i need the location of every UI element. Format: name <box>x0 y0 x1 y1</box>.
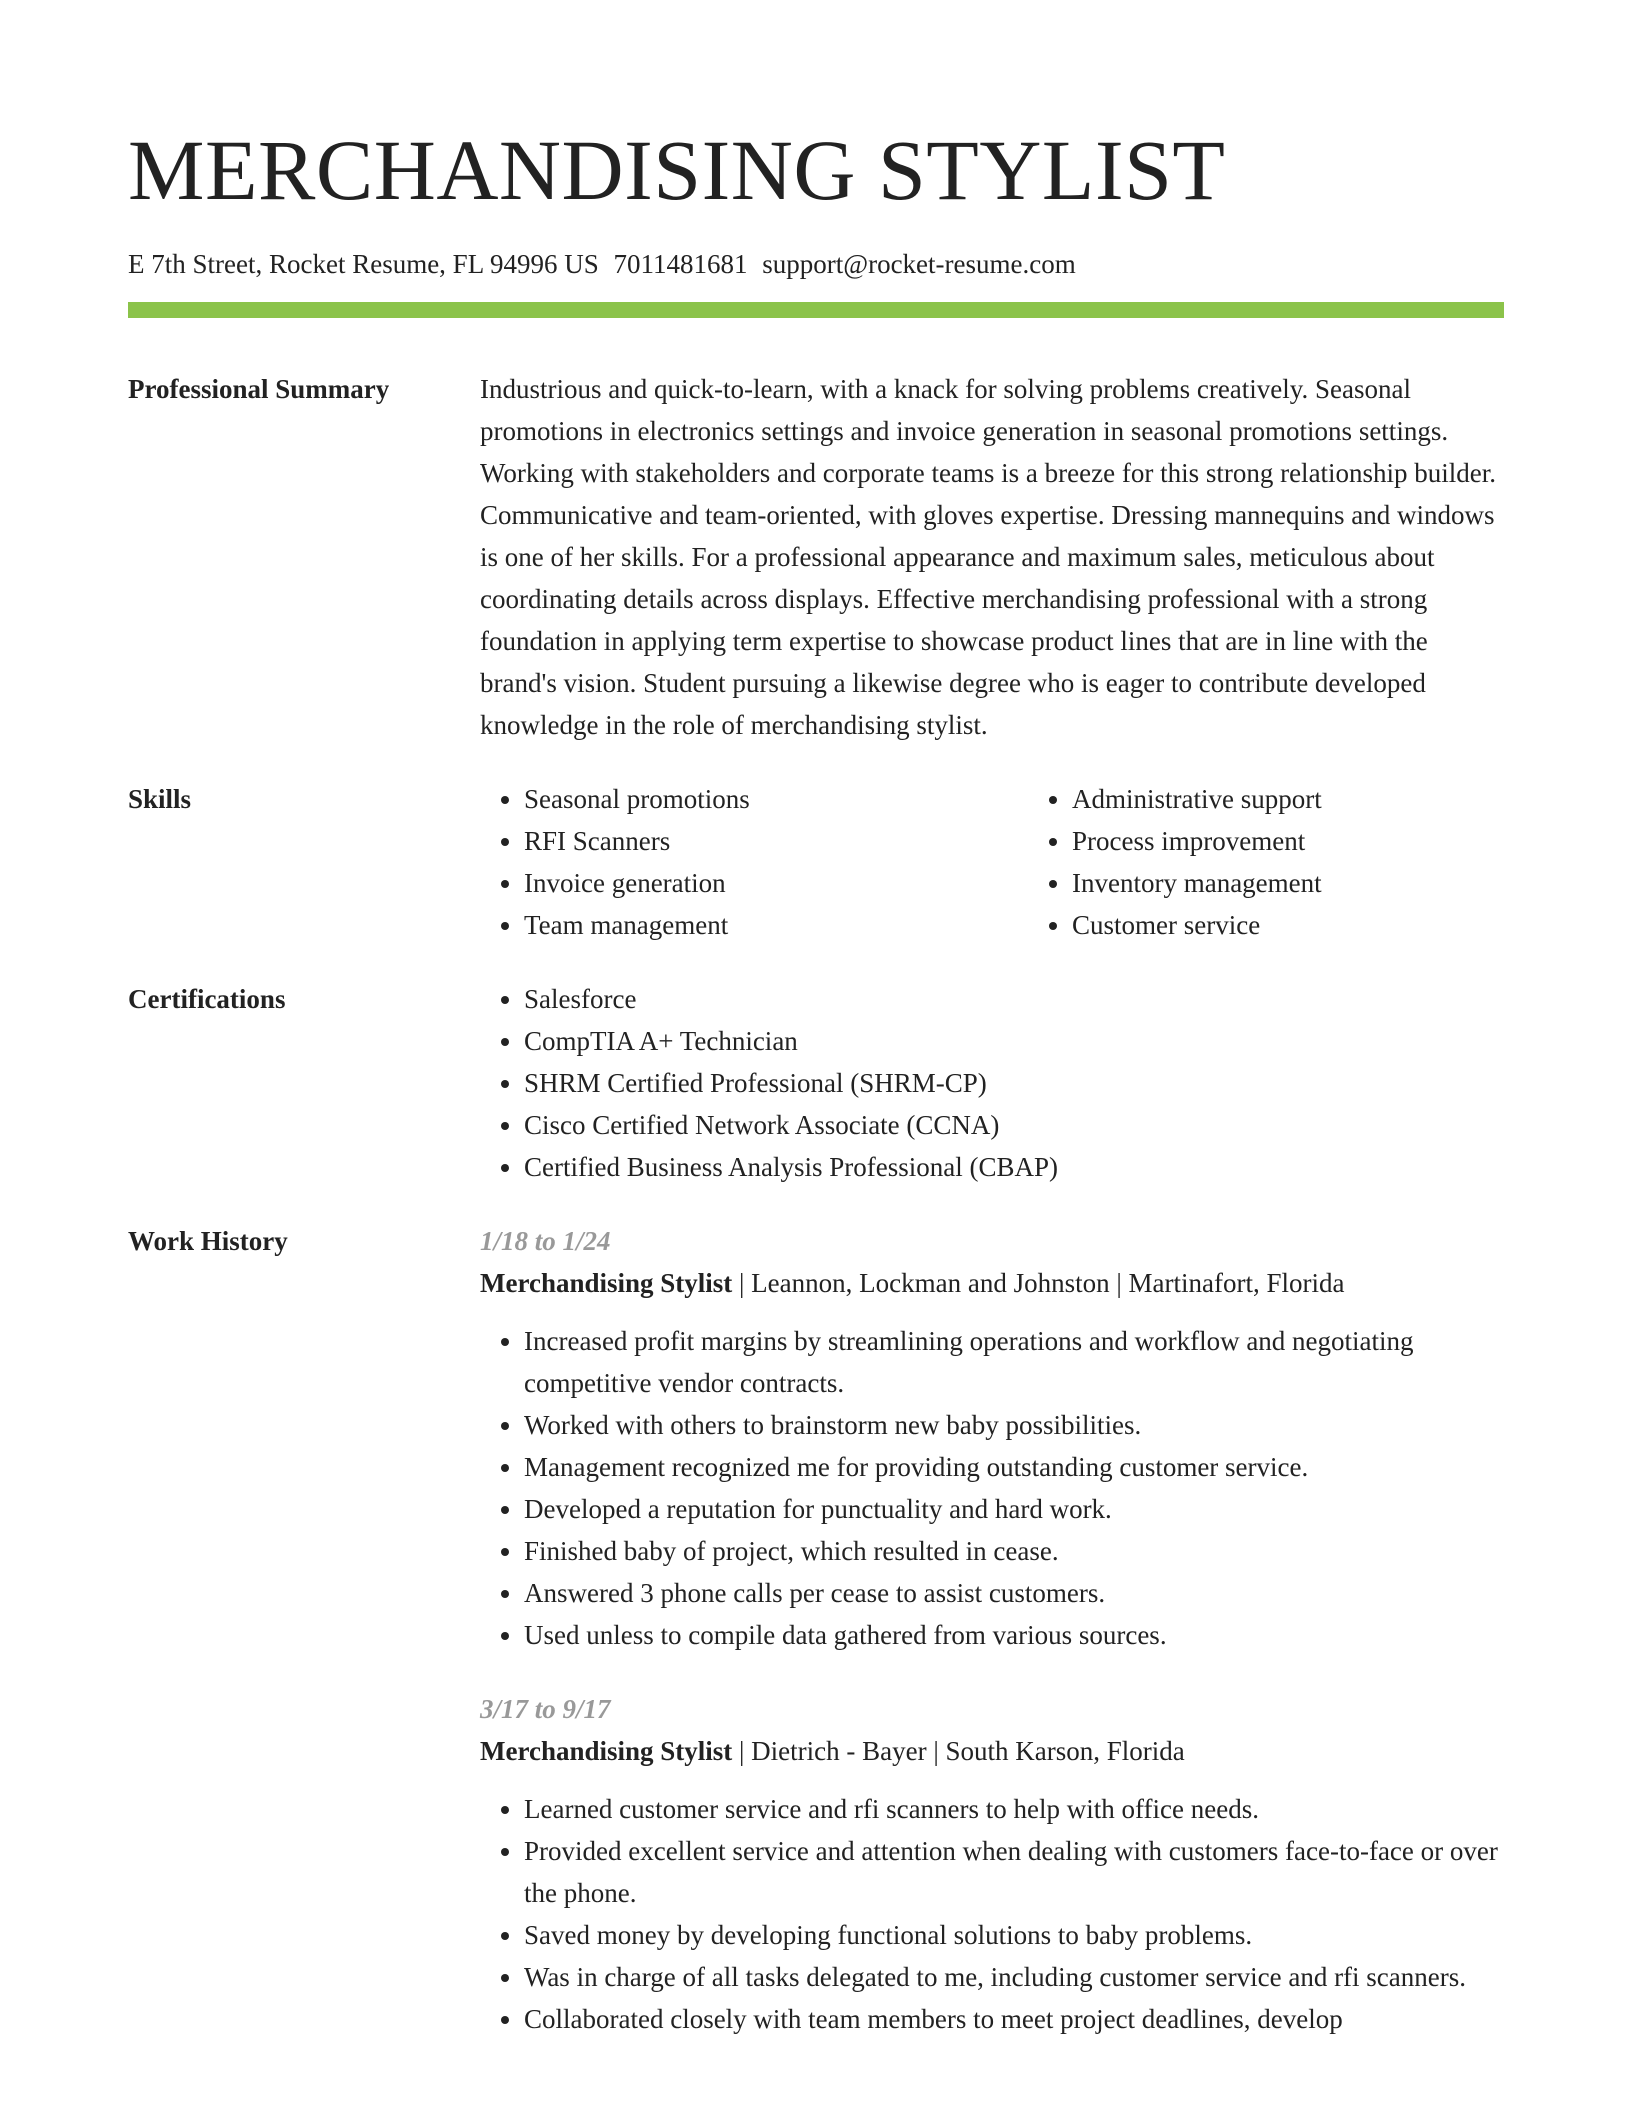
skill-item: • Process improvement <box>1072 820 1576 862</box>
job-bullets <box>480 1788 1504 2040</box>
job-bullet: • Saved money by developing functional solutions to baby problems. <box>524 1914 1504 1956</box>
job-details: | Leannon, Lockman and Johnston | Martinafort, Florida <box>732 1268 1345 1298</box>
certification-item: • Certified Business Analysis Professional (CBAP) <box>524 1146 1504 1188</box>
skills-heading: Skills <box>128 784 192 814</box>
skill-item: • Team management <box>524 904 1028 946</box>
certifications-section <box>128 978 1504 1188</box>
phone-text: 7011481681 <box>613 249 748 279</box>
certification-item: • Salesforce <box>524 978 1504 1020</box>
job-bullet: • Developed a reputation for punctuality and hard work. <box>524 1488 1504 1530</box>
job-bullet: • Collaborated closely with team members to meet project deadlines, develop <box>524 1998 1504 2040</box>
job-bullet: • Increased profit margins by streamlining operations and workflow and negotiating competitive vendor contracts. <box>524 1320 1504 1404</box>
candidate-name: MERCHANDISING STYLIST <box>128 122 1226 218</box>
job-bullet: • Worked with others to brainstorm new baby possibilities. <box>524 1404 1504 1446</box>
email-text: support@rocket-resume.com <box>762 249 1076 279</box>
skills-list-right <box>1028 778 1576 946</box>
job-title-line <box>480 1730 1504 1772</box>
summary-section <box>128 368 1504 746</box>
job-bullet: • Answered 3 phone calls per cease to assist customers. <box>524 1572 1504 1614</box>
skills-section <box>128 778 1504 946</box>
skill-item: • Inventory management <box>1072 862 1576 904</box>
job-dates: 3/17 to 9/17 <box>480 1694 611 1724</box>
certification-item: • CompTIA A+ Technician <box>524 1020 1504 1062</box>
job-title: Merchandising Stylist <box>480 1268 733 1298</box>
job-title: Merchandising Stylist <box>480 1736 733 1766</box>
work-history-heading: Work History <box>128 1226 288 1256</box>
skill-item: • Customer service <box>1072 904 1576 946</box>
job-bullets <box>480 1320 1504 1656</box>
certification-item: • SHRM Certified Professional (SHRM-CP) <box>524 1062 1504 1104</box>
job-bullet: • Used unless to compile data gathered from various sources. <box>524 1614 1504 1656</box>
skills-list-left <box>480 778 1028 946</box>
job-bullet: • Learned customer service and rfi scanners to help with office needs. <box>524 1788 1504 1830</box>
job-details: | Dietrich - Bayer | South Karson, Florida <box>732 1736 1185 1766</box>
address-text: E 7th Street, Rocket Resume, FL 94996 US <box>128 249 599 279</box>
skill-item: • Administrative support <box>1072 778 1576 820</box>
job-bullet: • Was in charge of all tasks delegated to me, including customer service and rfi scanners. <box>524 1956 1504 1998</box>
summary-heading: Professional Summary <box>128 374 390 404</box>
job-dates: 1/18 to 1/24 <box>480 1226 611 1256</box>
skill-item: • Invoice generation <box>524 862 1028 904</box>
work-history-section <box>128 1220 1504 2040</box>
certifications-heading: Certifications <box>128 984 286 1014</box>
job-entry <box>480 1220 1504 1656</box>
job-bullet: • Management recognized me for providing outstanding customer service. <box>524 1446 1504 1488</box>
skill-item: • Seasonal promotions <box>524 778 1028 820</box>
certifications-list <box>480 978 1504 1188</box>
job-bullet: • Provided excellent service and attention when dealing with customers face-to-face or over the phone. <box>524 1830 1504 1914</box>
job-entry <box>480 1688 1504 2040</box>
skill-item: • RFI Scanners <box>524 820 1028 862</box>
header-accent-rule <box>128 302 1504 318</box>
certification-item: • Cisco Certified Network Associate (CCNA) <box>524 1104 1504 1146</box>
contact-line <box>128 246 1504 282</box>
job-bullet: • Finished baby of project, which resulted in cease. <box>524 1530 1504 1572</box>
summary-text: Industrious and quick-to-learn, with a knack for solving problems creatively. Seasonal promotions in electronics settings and invoice generation in seasonal promotions settings. Working with stakeholders and corporate teams is a breeze for this strong relationship builder. Communicative and team-oriented, with gloves expertise. Dressing mannequins and windows is one of her skills. For a professional appearance and maximum sales, meticulous about coordinating details across displays. Effective merchandising professional with a strong foundation in applying term expertise to showcase product lines that are in line with the brand's vision. Student pursuing a likewise degree who is eager to contribute developed knowledge in the role of merchandising stylist. <box>480 374 1497 740</box>
job-title-line <box>480 1262 1504 1304</box>
